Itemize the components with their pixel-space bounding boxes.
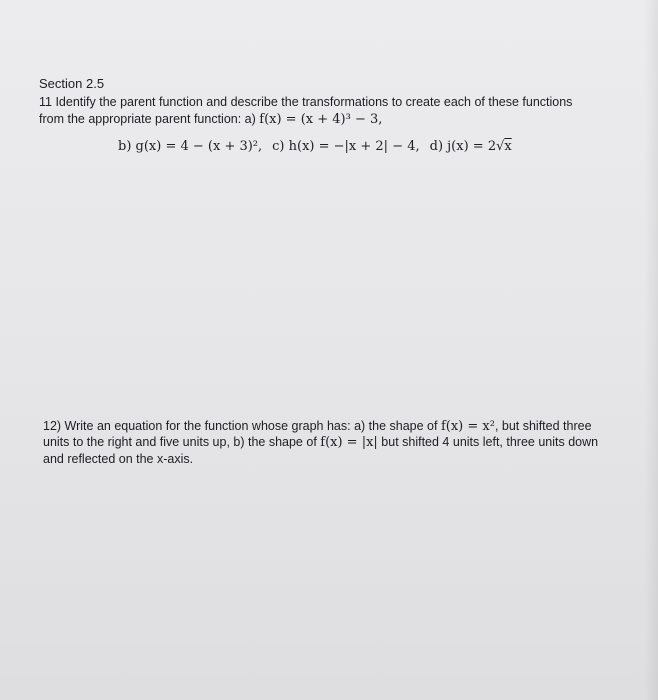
question-12-line-1-text: 12) Write an equation for the function whose graph has: a) the shape of	[43, 419, 441, 433]
question-12-part-a-function: f(x) = x²	[440, 419, 495, 434]
section-title: Section 2.5	[39, 76, 105, 91]
page-edge-shadow	[644, 0, 658, 700]
question-12-line-1-tail: , but shifted three	[494, 419, 592, 433]
question-12-line-2	[43, 434, 598, 451]
question-11-line-2-text: from the appropriate parent function: a)	[39, 112, 260, 126]
question-11-part-d	[430, 139, 512, 154]
question-11-line-3	[118, 139, 512, 155]
question-11-part-d-prefix: d) j(x) = 2√	[429, 139, 505, 154]
question-11-part-d-radicand: x	[504, 139, 512, 154]
question-11-part-a: f(x) = (x + 4)³ − 3,	[259, 112, 383, 127]
question-12-line-2-tail: but shifted 4 units left, three units down	[377, 435, 599, 449]
question-11-part-c: c) h(x) = −|x + 2| − 4,	[272, 139, 420, 154]
question-12-line-2-text: units to the right and five units up, b) the shape of	[43, 435, 321, 449]
question-11-line-2	[39, 111, 382, 128]
question-12-line-1	[43, 418, 592, 435]
question-11-line-1: 11 Identify the parent function and describe the transformations to create each of these functions	[39, 95, 573, 109]
question-11-part-b: b) g(x) = 4 − (x + 3)²,	[118, 139, 263, 154]
question-12-line-3: and reflected on the x-axis.	[43, 452, 194, 466]
question-12-part-b-function: f(x) = |x|	[320, 435, 378, 450]
